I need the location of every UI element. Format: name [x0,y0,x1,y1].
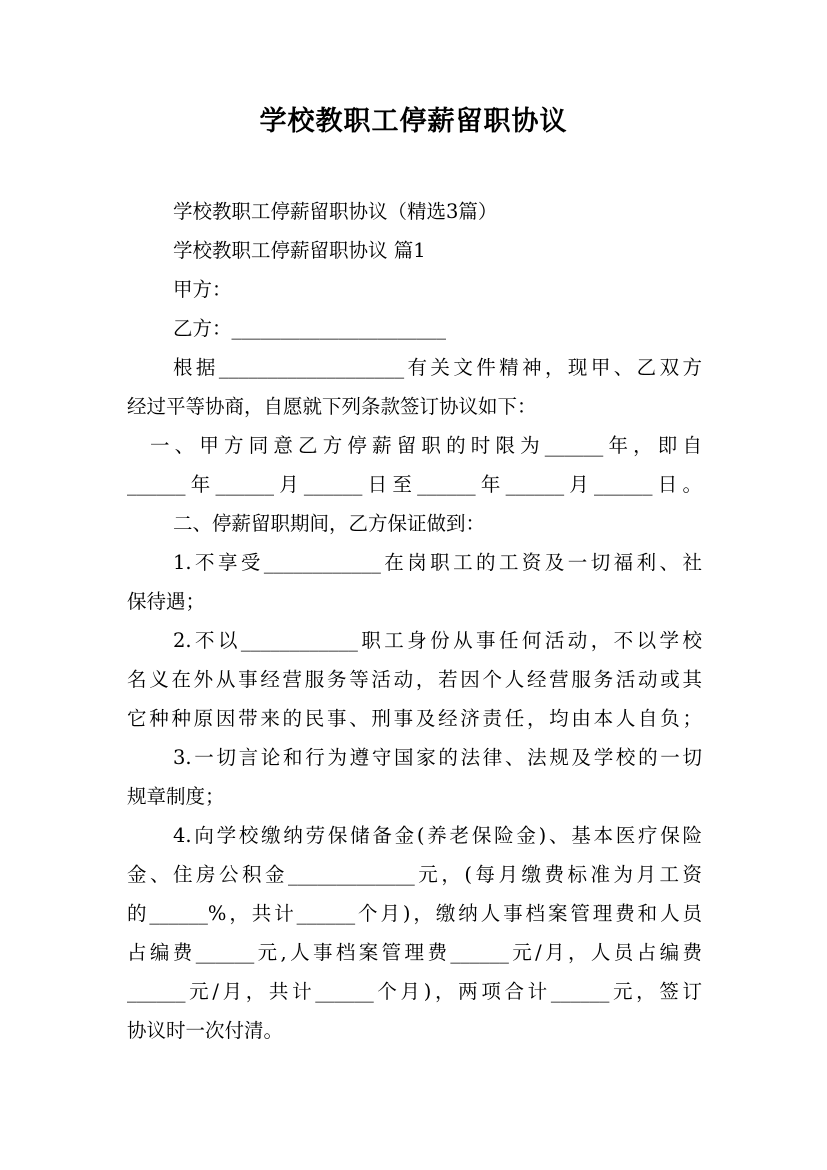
clause-line: 的______%，共计______个月)，缴纳人事档案管理费和人员 [127,902,702,925]
clause-line: 占编费______元,人事档案管理费______元/月，人员占编费 [127,941,702,964]
document-title: 学校教职工停薪留职协议 [259,106,568,137]
clause-line: 2.不以____________职工身份从事任何活动，不以学校 [173,629,702,652]
clause-line: 1.不享受____________在岗职工的工资及一切福利、社 [173,551,702,574]
clause-line: 3.一切言论和行为遵守国家的法律、法规及学校的一切 [173,746,702,769]
section-heading-line: 学校教职工停薪留职协议 篇1 [173,239,426,262]
clause-line: 规章制度； [127,785,225,808]
party-a-line: 甲方： [173,278,232,301]
party-b-line: 乙方：______________________ [173,317,447,340]
clause-line: 二、停薪留职期间，乙方保证做到： [173,512,486,535]
clause-line: 4.向学校缴纳劳保储备金(养老保险金)、基本医疗保险 [173,824,702,847]
clause-line: 协议时一次付清。 [127,1019,284,1042]
paragraph-line: 根据___________________有关文件精神，现甲、乙双方 [173,356,702,379]
clause-line: 金、住房公积金_____________元，(每月缴费标准为月工资 [127,863,702,886]
clause-line: ______元/月，共计______个月)，两项合计______元，签订 [127,980,702,1003]
clause-line: 名义在外从事经营服务等活动，若因个人经营服务活动或其 [127,668,702,691]
clause-line: ______年______月______日至______年______月______日。 [127,473,702,496]
clause-line: 保待遇； [127,590,206,613]
subtitle-line: 学校教职工停薪留职协议（精选3篇） [173,200,498,223]
paragraph-line: 经过平等协商，自愿就下列条款签订协议如下： [127,395,537,418]
clause-line: 一、甲方同意乙方停薪留职的时限为______年，即自 [150,434,702,457]
clause-line: 它种种原因带来的民事、刑事及经济责任，均由本人自负； [127,707,702,730]
